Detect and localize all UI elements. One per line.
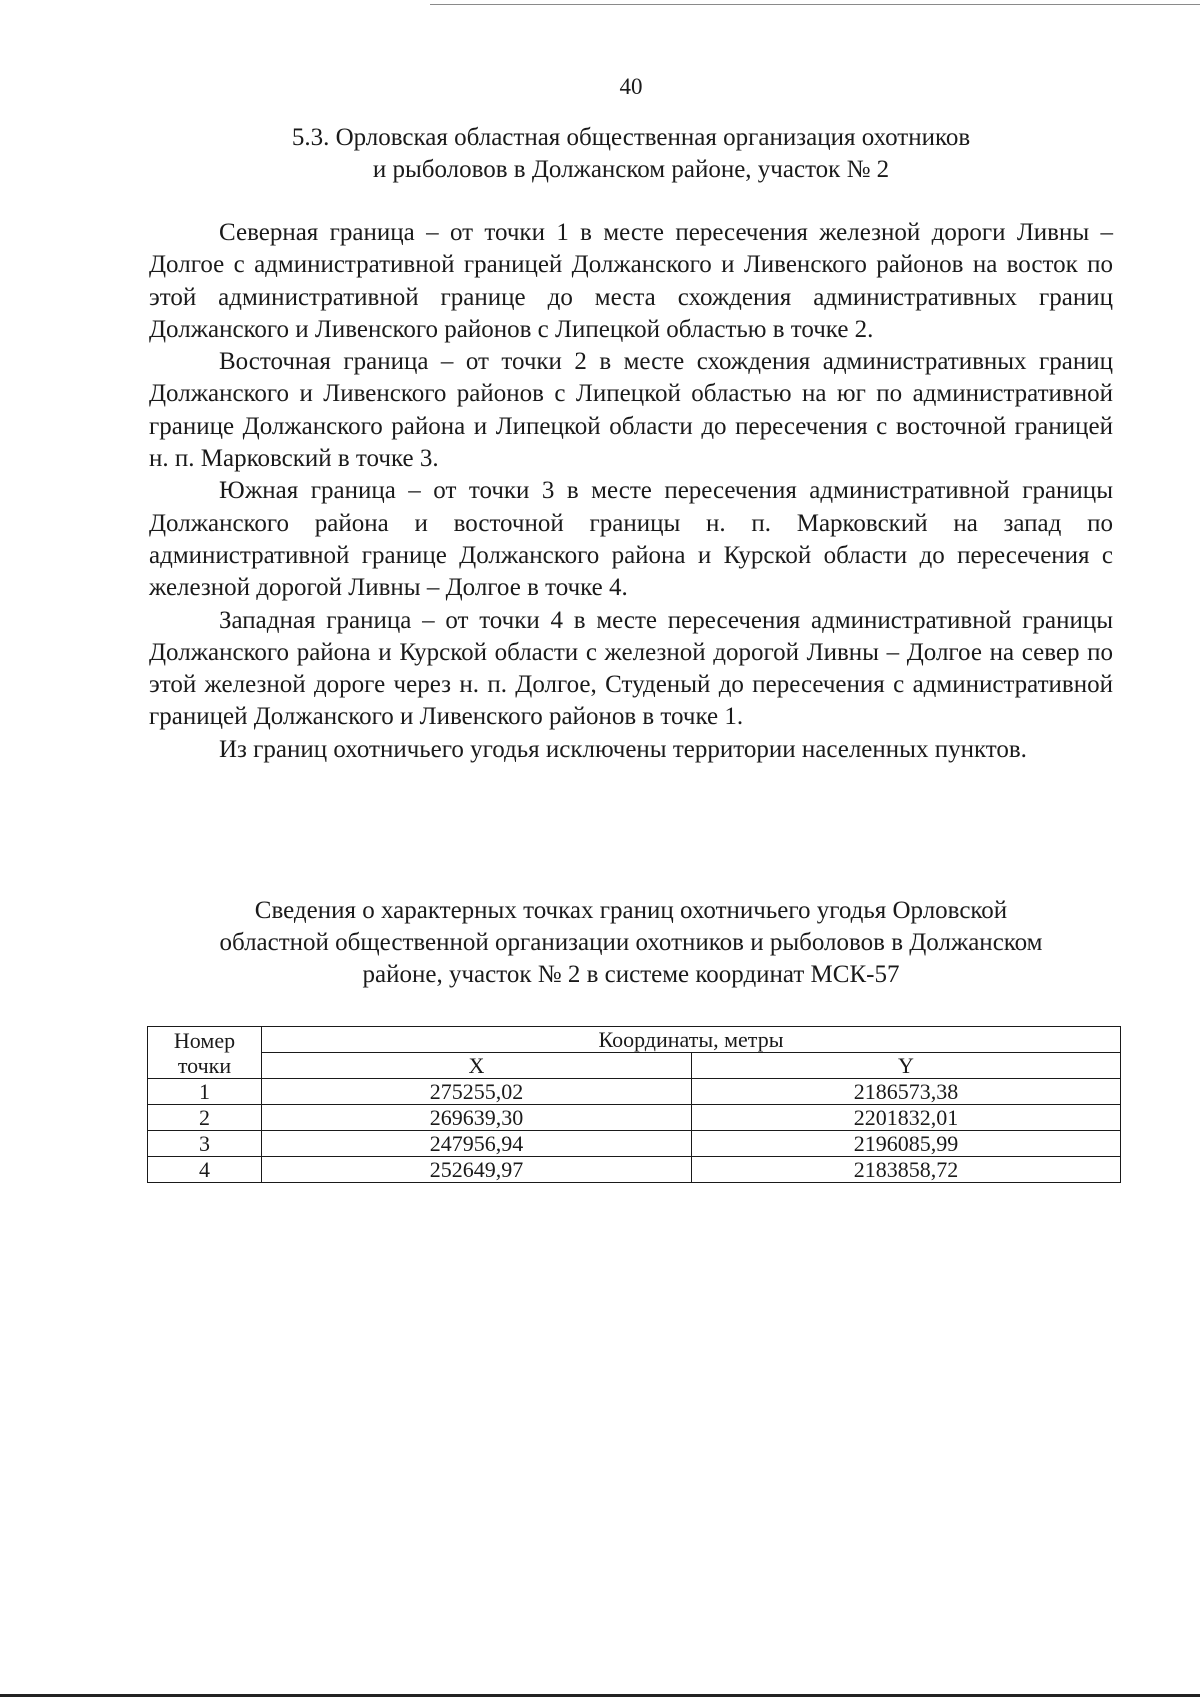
cell-x: 252649,97 xyxy=(262,1157,692,1183)
cell-y: 2183858,72 xyxy=(692,1157,1121,1183)
header-point-number-line-2: точки xyxy=(177,1052,232,1078)
cell-y: 2196085,99 xyxy=(692,1131,1121,1157)
section-heading xyxy=(150,122,1112,186)
paragraph-east-boundary: Восточная граница – от точки 2 в месте схождения административных границ Должанского и Ливенского районов с Липецкой областью на юг по административной границе Должанского района и Липецкой области до пересечения с восточной границей н. п. Марковский в точке 3. xyxy=(149,348,1113,473)
scan-top-edge-line xyxy=(430,4,1200,5)
table-row xyxy=(148,1131,1121,1157)
paragraph-south-boundary: Южная граница – от точки 3 в месте пересечения административной границы Должанского района и восточной границы н. п. Марковский на запад по административной границе Должанского района и Курской области до пересечения с железной дорогой Ливны – Долгое в точке 4. xyxy=(149,477,1113,602)
header-y: Y xyxy=(692,1053,1121,1079)
cell-x: 275255,02 xyxy=(262,1079,692,1105)
scan-bottom-edge-line xyxy=(0,1694,1200,1697)
table-caption-line-2: областной общественной организации охотников и рыболовов в Должанском xyxy=(219,929,1043,956)
section-heading-line-2: и рыболовов в Должанском районе, участок № 2 xyxy=(372,156,890,183)
table-row xyxy=(148,1105,1121,1131)
paragraph-exclusions: Из границ охотничьего угодья исключены территории населенных пунктов. xyxy=(219,735,1027,763)
paragraph-north-boundary: Северная граница – от точки 1 в месте пересечения железной дороги Ливны – Долгое с административной границей Должанского и Ливенского районов на восток по этой административной границе до места схождения административных границ Должанского и Ливенского районов с Липецкой областью в точке 2. xyxy=(149,219,1113,343)
table-subheader-row xyxy=(148,1053,1121,1079)
cell-x: 269639,30 xyxy=(262,1105,692,1131)
header-point-number xyxy=(148,1027,262,1079)
cell-point: 4 xyxy=(148,1157,262,1183)
table-caption-line-3: районе, участок № 2 в системе координат МСК-57 xyxy=(362,961,900,988)
paragraph-west-boundary: Западная граница – от точки 4 в месте пересечения административной границы Должанского района и Курской области с железной дорогой Ливны – Долгое на север по этой железной дороге через н. п. Долгое, Студеный до пересечения с административной границей Должанского и Ливенского районов в точке 1. xyxy=(149,606,1113,731)
table-header-row xyxy=(148,1027,1121,1053)
section-heading-line-1: 5.3. Орловская областная общественная организация охотников xyxy=(291,124,971,151)
header-coordinates: Координаты, метры xyxy=(262,1027,1121,1053)
header-point-number-line-1: Номер xyxy=(173,1027,236,1053)
boundary-description xyxy=(149,217,1113,766)
page-number: 40 xyxy=(619,74,643,99)
cell-point: 1 xyxy=(148,1079,262,1105)
table-row xyxy=(148,1079,1121,1105)
cell-point: 3 xyxy=(148,1131,262,1157)
coordinates-table xyxy=(147,1026,1121,1183)
header-x: X xyxy=(262,1053,692,1079)
table-caption-line-1: Сведения о характерных точках границ охотничьего угодья Орловской xyxy=(254,897,1008,924)
table-caption xyxy=(150,895,1112,991)
cell-point: 2 xyxy=(148,1105,262,1131)
cell-y: 2201832,01 xyxy=(692,1105,1121,1131)
cell-x: 247956,94 xyxy=(262,1131,692,1157)
table-row xyxy=(148,1157,1121,1183)
cell-y: 2186573,38 xyxy=(692,1079,1121,1105)
